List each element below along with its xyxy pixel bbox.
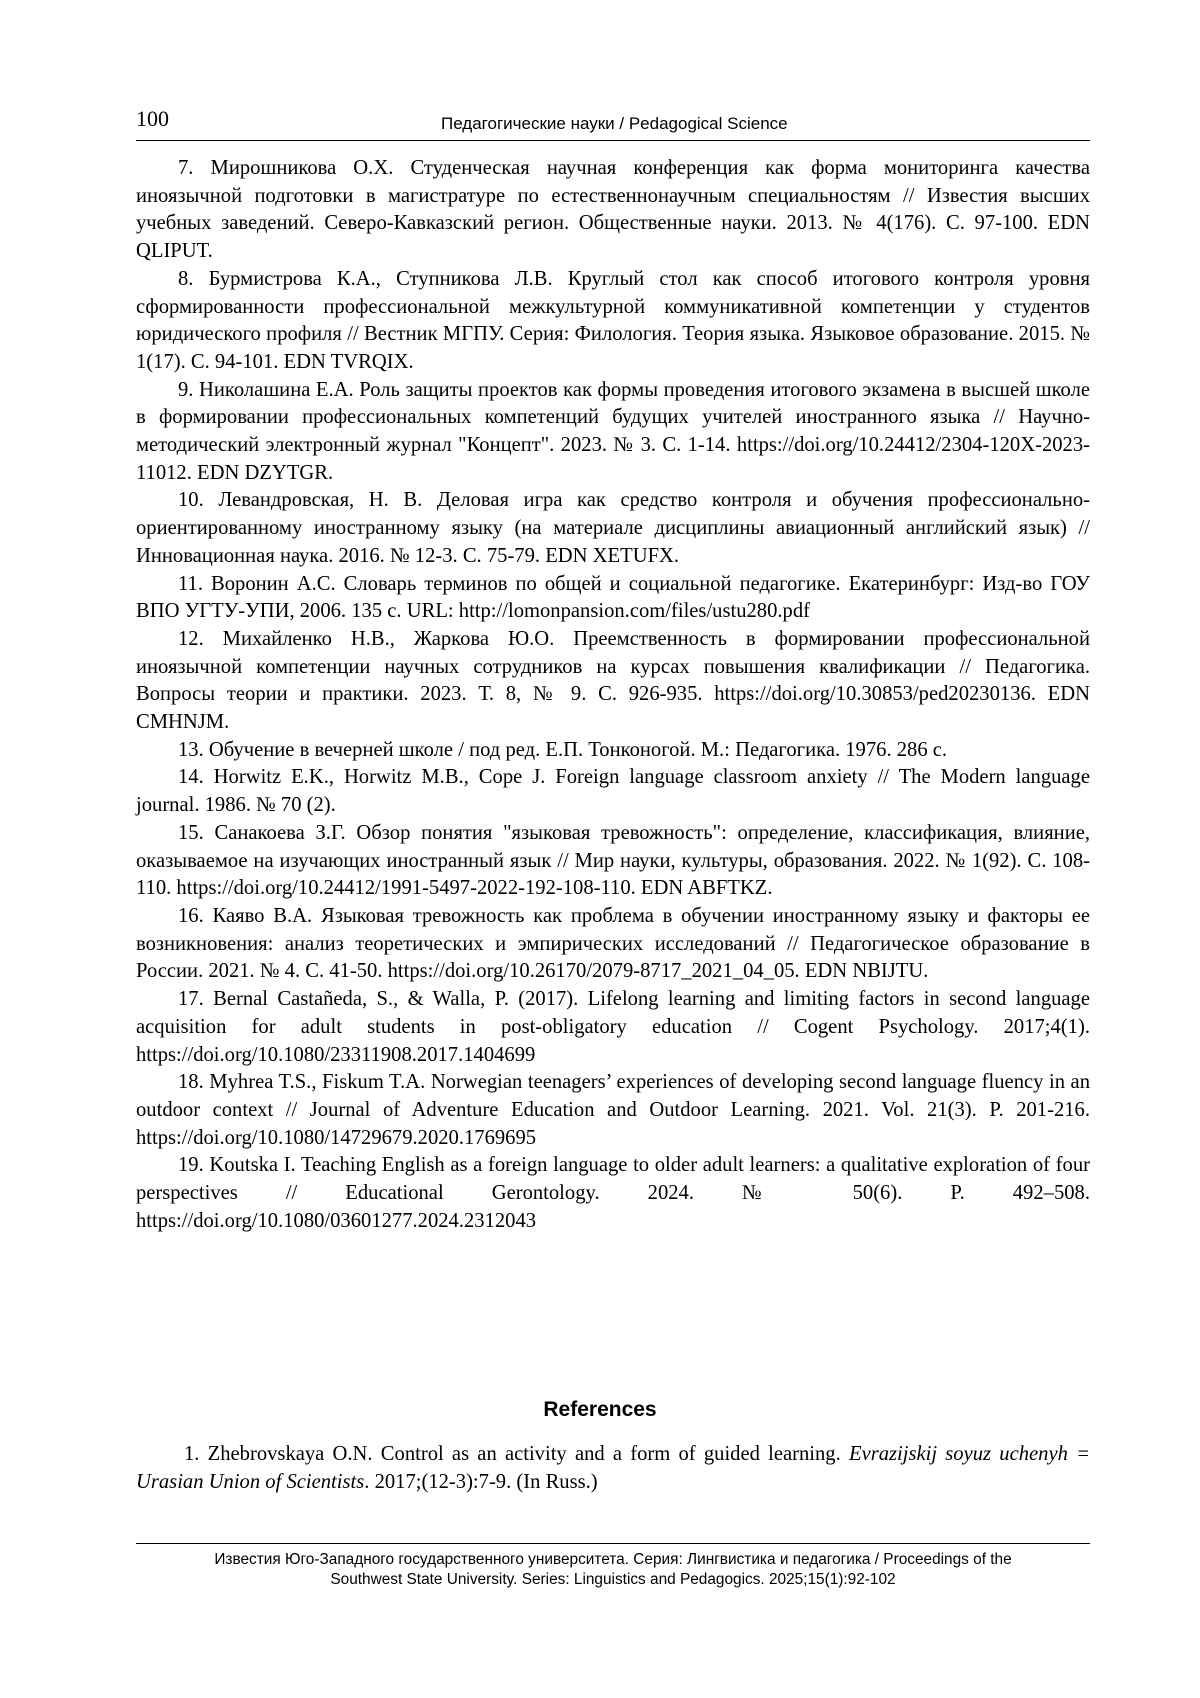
reference-item-13: 13. Обучение в вечерней школе / под ред. Е.П. Тонконогой. М.: Педагогика. 1976. 286 с. xyxy=(178,738,948,761)
journal-section-title: Педагогические науки / Pedagogical Science xyxy=(441,114,788,133)
footer-line-2: Southwest State University. Series: Linguistics and Pedagogics. 2025;15(1):92-102 xyxy=(330,1571,896,1588)
reference-item-19: 19. Koutska I. Teaching English as a foreign language to older adult learners: a qualitative exploration of four perspectives // Educational Gerontology. 2024. № 50(6). P. 492–508. https://doi.org/10.1080/03601277.2024.2312043 xyxy=(136,1154,1090,1232)
reference-item-12: 12. Михайленко Н.В., Жаркова Ю.О. Преемственность в формировании профессиональной иноязычной компетенции научных сотрудников на курсах повышения квалификации // Педагогика. Вопросы теории и практики. 2023. Т. 8, № 9. С. 926-935. https://doi.org/10.30853/ped20230136. EDN CMHNJM. xyxy=(136,627,1090,734)
references-heading: References xyxy=(543,1398,657,1421)
page-footer xyxy=(136,1543,1090,1590)
reference-item-18: 18. Myhrea T.S., Fiskum T.A. Norwegian teenagers’ experiences of developing second language fluency in an outdoor context // Journal of Adventure Education and Outdoor Learning. 2021. Vol. 21(3). P. 201-216. https://doi.org/10.1080/14729679.2020.1769695 xyxy=(136,1071,1090,1149)
reference-item-16: 16. Каяво В.А. Языковая тревожность как проблема в обучении иностранному языку и факторы ее возникновения: анализ теоретических и эмпирических исследований // Педагогическое образование в России. 2021. № 4. С. 41-50. https://doi.org/10.26170/2079-8717_2021_04_05. EDN NBIJTU. xyxy=(136,904,1090,983)
reference-item-9: 9. Николашина Е.А. Роль защиты проектов как формы проведения итогового экзамена в высшей школе в формировании профессиональных компетенций будущих учителей иностранного языка // Научно-методический электронный журнал "Концепт". 2023. № 3. С. 1-14. https://doi.org/10.24412/2304-120X-2023-11012. EDN DZYTGR. xyxy=(136,378,1090,484)
reference-item-11: 11. Воронин А.С. Словарь терминов по общей и социальной педагогике. Екатеринбург: Изд-во ГОУ ВПО УГТУ-УПИ, 2006. 135 с. URL: http://lomonpansion.com/files/ustu280.pdf xyxy=(136,572,1090,623)
footer-line-1: Известия Юго-Западного государственного университета. Серия: Лингвистика и педагогика / Proceedings of the xyxy=(214,1551,1012,1568)
reference-item-7: 7. Мирошникова О.Х. Студенческая научная конференция как форма мониторинга качества иноязычной подготовки в магистратуре по естественнонаучным специальностям // Известия высших учебных заведений. Северо-Кавказский регион. Общественные науки. 2013. № 4(176). С. 97-100. EDN QLIPUT. xyxy=(136,157,1090,263)
english-reference-text: 1. Zhebrovskaya O.N. Control as an activity and a form of guided learning. xyxy=(184,1443,849,1465)
reference-item-8: 8. Бурмистрова К.А., Ступникова Л.В. Круглый стол как способ итогового контроля уровня сформированности профессиональной межкультурной коммуникативной компетенции у студентов юридического профиля // Вестник МГПУ. Серия: Филология. Теория языка. Языковое образование. 2015. № 1(17). С. 94-101. EDN TVRQIX. xyxy=(136,267,1090,373)
reference-item-17: 17. Bernal Castañeda, S., & Walla, P. (2017). Lifelong learning and limiting factors in second language acquisition for adult students in post-obligatory education // Cogent Psychology. 2017;4(1). https://doi.org/10.1080/23311908.2017.1404699 xyxy=(136,988,1090,1066)
page-number: 100 xyxy=(136,106,169,131)
reference-list xyxy=(136,155,1090,1235)
english-reference-details: . 2017;(12-3):7-9. (In Russ.) xyxy=(364,1471,598,1493)
english-reference-journal: Evrazijskij soyuz uchenyh = Urasian Union of Scientists xyxy=(136,1443,1090,1493)
reference-item-14: 14. Horwitz E.K., Horwitz M.B., Cope J. Foreign language classroom anxiety // The Modern language journal. 1986. № 70 (2). xyxy=(136,766,1090,817)
reference-item-10: 10. Левандровская, Н. В. Деловая игра как средство контроля и обучения профессионально-ориентированному иностранному языку (на материале дисциплины авиационный английский язык) // Инновационная наука. 2016. № 12-3. С. 75-79. EDN XETUFX. xyxy=(136,489,1090,567)
reference-item-15: 15. Санакоева З.Г. Обзор понятия "языковая тревожность": определение, классификация, влияние, оказываемое на изучающих иностранный язык // Мир науки, культуры, образования. 2022. № 1(92). С. 108-110. https://doi.org/10.24412/1991-5497-2022-192-108-110. EDN ABFTKZ. xyxy=(136,821,1090,900)
page-header xyxy=(136,106,1090,141)
english-reference-item-1 xyxy=(136,1440,1090,1496)
